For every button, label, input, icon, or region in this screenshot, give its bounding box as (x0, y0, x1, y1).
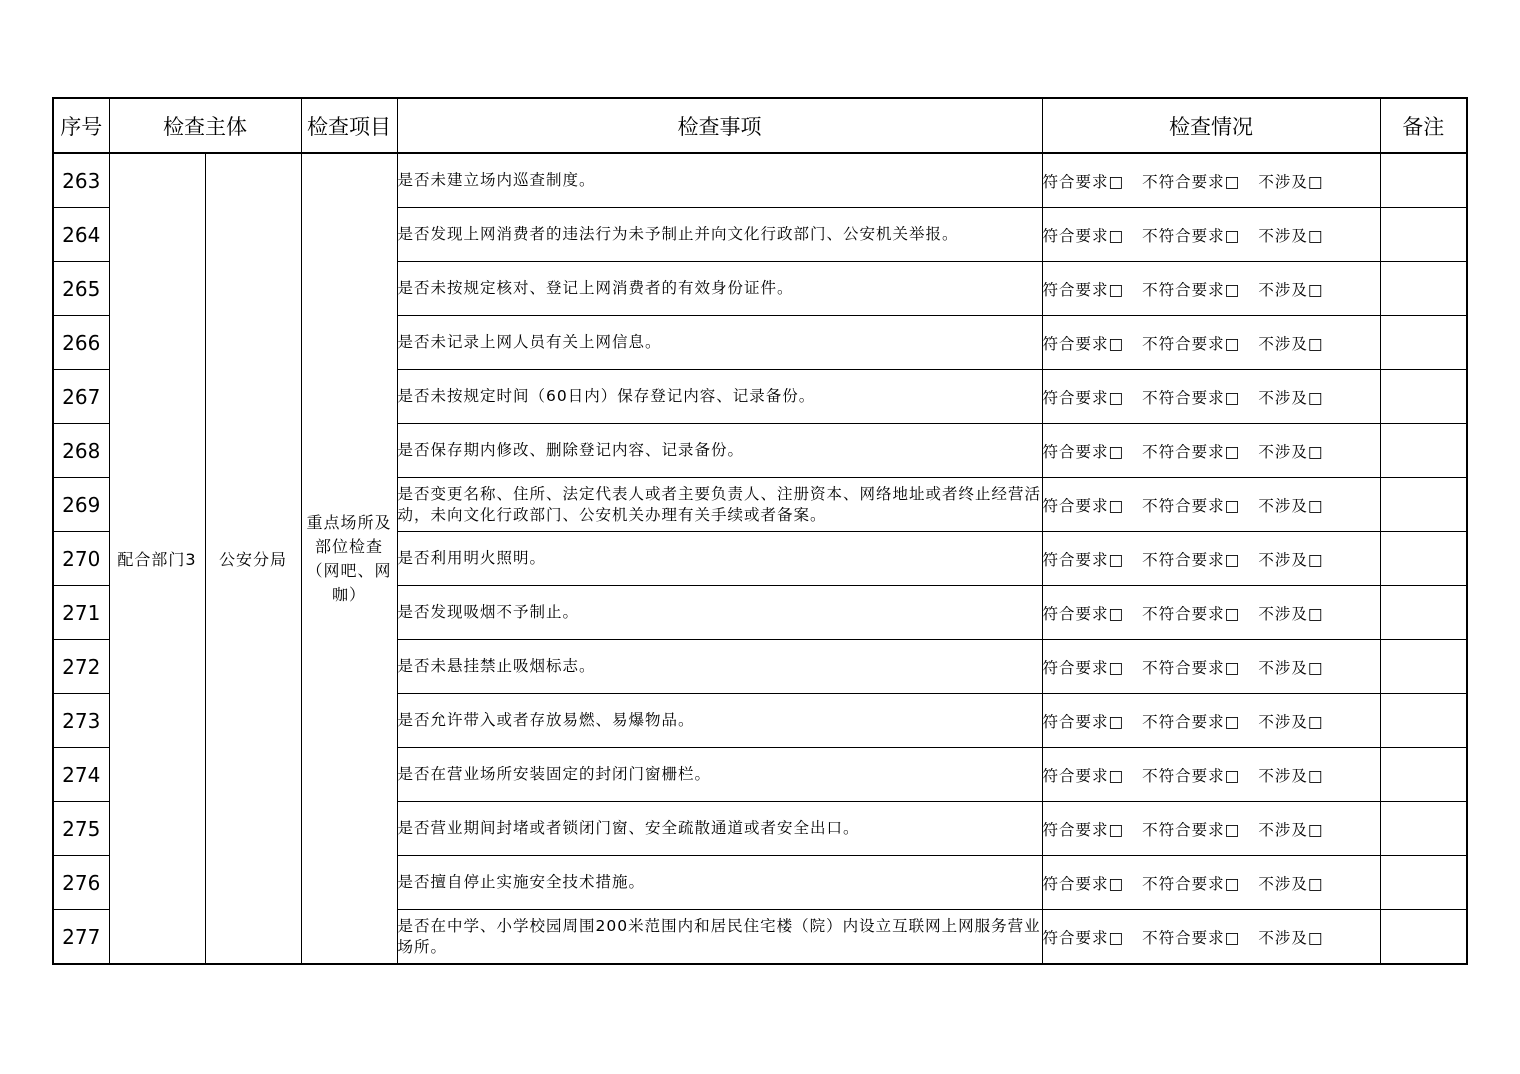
status-option-noncompliant[interactable]: 不符合要求□ (1142, 226, 1241, 245)
row-status (1042, 586, 1380, 640)
status-option-not-applicable[interactable]: 不涉及□ (1258, 388, 1324, 407)
header-row (53, 98, 1467, 153)
row-status (1042, 316, 1380, 370)
header-subject: 检查主体 (109, 98, 301, 153)
status-option-compliant[interactable]: 符合要求□ (1042, 442, 1125, 461)
header-category: 检查项目 (301, 98, 397, 153)
row-status (1042, 262, 1380, 316)
row-status (1042, 748, 1380, 802)
status-option-compliant[interactable]: 符合要求□ (1042, 658, 1125, 677)
status-option-noncompliant[interactable]: 不符合要求□ (1142, 496, 1241, 515)
row-item: 是否发现吸烟不予制止。 (397, 586, 1042, 640)
row-status (1042, 424, 1380, 478)
row-status (1042, 478, 1380, 532)
status-option-not-applicable[interactable]: 不涉及□ (1258, 550, 1324, 569)
row-seq: 269 (53, 478, 109, 532)
row-status (1042, 802, 1380, 856)
status-option-compliant[interactable]: 符合要求□ (1042, 334, 1125, 353)
status-option-not-applicable[interactable]: 不涉及□ (1258, 766, 1324, 785)
status-option-noncompliant[interactable]: 不符合要求□ (1142, 442, 1241, 461)
row-item: 是否未按规定核对、登记上网消费者的有效身份证件。 (397, 262, 1042, 316)
row-remark[interactable] (1380, 694, 1467, 748)
row-status (1042, 640, 1380, 694)
header-remark: 备注 (1380, 98, 1467, 153)
status-option-compliant[interactable]: 符合要求□ (1042, 874, 1125, 893)
row-status (1042, 153, 1380, 208)
status-option-compliant[interactable]: 符合要求□ (1042, 766, 1125, 785)
status-option-not-applicable[interactable]: 不涉及□ (1258, 712, 1324, 731)
status-option-compliant[interactable]: 符合要求□ (1042, 172, 1125, 191)
row-seq: 270 (53, 532, 109, 586)
status-option-noncompliant[interactable]: 不符合要求□ (1142, 658, 1241, 677)
status-option-not-applicable[interactable]: 不涉及□ (1258, 874, 1324, 893)
row-remark[interactable] (1380, 640, 1467, 694)
row-remark[interactable] (1380, 802, 1467, 856)
status-option-compliant[interactable]: 符合要求□ (1042, 928, 1125, 947)
table-row (53, 153, 1467, 208)
status-option-noncompliant[interactable]: 不符合要求□ (1142, 550, 1241, 569)
status-option-noncompliant[interactable]: 不符合要求□ (1142, 928, 1241, 947)
status-option-noncompliant[interactable]: 不符合要求□ (1142, 334, 1241, 353)
row-item: 是否未悬挂禁止吸烟标志。 (397, 640, 1042, 694)
status-option-not-applicable[interactable]: 不涉及□ (1258, 820, 1324, 839)
status-option-compliant[interactable]: 符合要求□ (1042, 712, 1125, 731)
status-option-compliant[interactable]: 符合要求□ (1042, 604, 1125, 623)
row-item: 是否允许带入或者存放易燃、易爆物品。 (397, 694, 1042, 748)
status-option-noncompliant[interactable]: 不符合要求□ (1142, 874, 1241, 893)
row-seq: 272 (53, 640, 109, 694)
row-seq: 273 (53, 694, 109, 748)
row-item: 是否未建立场内巡查制度。 (397, 153, 1042, 208)
status-option-noncompliant[interactable]: 不符合要求□ (1142, 172, 1241, 191)
row-item: 是否保存期内修改、删除登记内容、记录备份。 (397, 424, 1042, 478)
row-status (1042, 532, 1380, 586)
row-remark[interactable] (1380, 424, 1467, 478)
row-remark[interactable] (1380, 856, 1467, 910)
row-remark[interactable] (1380, 316, 1467, 370)
status-option-not-applicable[interactable]: 不涉及□ (1258, 226, 1324, 245)
status-option-compliant[interactable]: 符合要求□ (1042, 820, 1125, 839)
row-item: 是否利用明火照明。 (397, 532, 1042, 586)
row-seq: 267 (53, 370, 109, 424)
header-status: 检查情况 (1042, 98, 1380, 153)
row-remark[interactable] (1380, 153, 1467, 208)
status-option-noncompliant[interactable]: 不符合要求□ (1142, 388, 1241, 407)
status-option-not-applicable[interactable]: 不涉及□ (1258, 496, 1324, 515)
row-item: 是否擅自停止实施安全技术措施。 (397, 856, 1042, 910)
row-remark[interactable] (1380, 748, 1467, 802)
status-option-noncompliant[interactable]: 不符合要求□ (1142, 712, 1241, 731)
row-item: 是否未按规定时间（60日内）保存登记内容、记录备份。 (397, 370, 1042, 424)
table-body (53, 153, 1467, 964)
row-seq: 276 (53, 856, 109, 910)
row-item: 是否未记录上网人员有关上网信息。 (397, 316, 1042, 370)
row-status (1042, 370, 1380, 424)
row-status (1042, 694, 1380, 748)
row-seq: 277 (53, 910, 109, 965)
row-seq: 275 (53, 802, 109, 856)
category-cell: 重点场所及部位检查（网吧、网咖） (301, 153, 397, 964)
status-option-not-applicable[interactable]: 不涉及□ (1258, 928, 1324, 947)
status-option-not-applicable[interactable]: 不涉及□ (1258, 280, 1324, 299)
header-item: 检查事项 (397, 98, 1042, 153)
row-seq: 268 (53, 424, 109, 478)
table-header (53, 98, 1467, 153)
status-option-compliant[interactable]: 符合要求□ (1042, 496, 1125, 515)
row-remark[interactable] (1380, 532, 1467, 586)
row-remark[interactable] (1380, 208, 1467, 262)
row-remark[interactable] (1380, 370, 1467, 424)
status-option-not-applicable[interactable]: 不涉及□ (1258, 442, 1324, 461)
status-option-compliant[interactable]: 符合要求□ (1042, 280, 1125, 299)
row-seq: 266 (53, 316, 109, 370)
status-option-not-applicable[interactable]: 不涉及□ (1258, 172, 1324, 191)
status-option-not-applicable[interactable]: 不涉及□ (1258, 658, 1324, 677)
unit-cell: 公安分局 (205, 153, 301, 964)
status-option-noncompliant[interactable]: 不符合要求□ (1142, 820, 1241, 839)
row-remark[interactable] (1380, 478, 1467, 532)
row-remark[interactable] (1380, 586, 1467, 640)
status-option-not-applicable[interactable]: 不涉及□ (1258, 604, 1324, 623)
row-item: 是否在营业场所安装固定的封闭门窗栅栏。 (397, 748, 1042, 802)
row-seq: 265 (53, 262, 109, 316)
row-seq: 274 (53, 748, 109, 802)
status-option-compliant[interactable]: 符合要求□ (1042, 226, 1125, 245)
row-seq: 271 (53, 586, 109, 640)
row-item: 是否营业期间封堵或者锁闭门窗、安全疏散通道或者安全出口。 (397, 802, 1042, 856)
status-option-not-applicable[interactable]: 不涉及□ (1258, 334, 1324, 353)
status-option-noncompliant[interactable]: 不符合要求□ (1142, 280, 1241, 299)
row-status (1042, 208, 1380, 262)
status-option-noncompliant[interactable]: 不符合要求□ (1142, 604, 1241, 623)
row-seq: 263 (53, 153, 109, 208)
inspection-table (52, 97, 1468, 965)
row-item: 是否变更名称、住所、法定代表人或者主要负责人、注册资本、网络地址或者终止经营活动，未向文化行政部门、公安机关办理有关手续或者备案。 (397, 478, 1042, 532)
row-item: 是否发现上网消费者的违法行为未予制止并向文化行政部门、公安机关举报。 (397, 208, 1042, 262)
header-seq: 序号 (53, 98, 109, 153)
status-option-compliant[interactable]: 符合要求□ (1042, 388, 1125, 407)
row-status (1042, 910, 1380, 965)
status-option-compliant[interactable]: 符合要求□ (1042, 550, 1125, 569)
status-option-noncompliant[interactable]: 不符合要求□ (1142, 766, 1241, 785)
row-remark[interactable] (1380, 910, 1467, 965)
subject-cell: 配合部门3 (109, 153, 205, 964)
row-status (1042, 856, 1380, 910)
row-seq: 264 (53, 208, 109, 262)
row-item: 是否在中学、小学校园周围200米范围内和居民住宅楼（院）内设立互联网上网服务营业场所。 (397, 910, 1042, 965)
row-remark[interactable] (1380, 262, 1467, 316)
